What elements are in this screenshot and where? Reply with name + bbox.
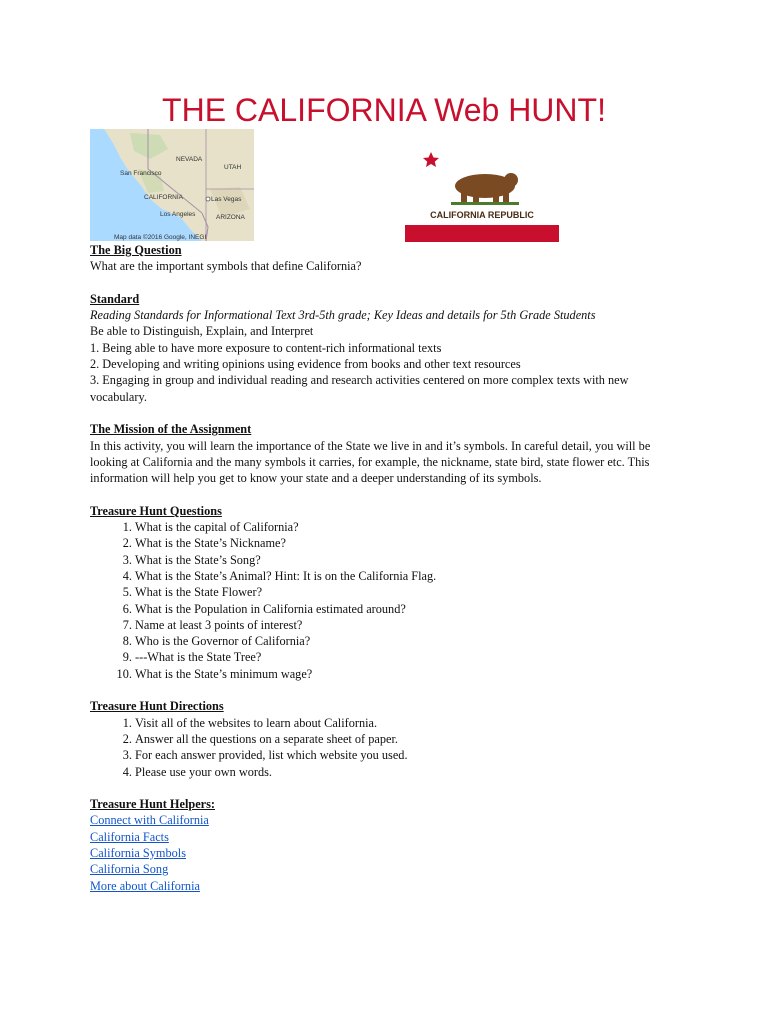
map-label: ARIZONA — [216, 214, 245, 221]
map-label: Los Angeles — [160, 211, 196, 218]
link-more-about-california[interactable]: More about California — [90, 878, 200, 893]
standard-line: 2. Developing and writing opinions using evidence from books and other text resources — [90, 357, 521, 372]
list-item: 6. What is the Population in California estimated around? — [135, 601, 680, 617]
map-label: San Francisco — [120, 170, 162, 177]
list-item: 1. What is the capital of California? — [135, 519, 680, 535]
standard-heading: Standard — [90, 291, 140, 306]
california-flag-image — [405, 146, 559, 242]
questions-list — [90, 519, 680, 682]
list-item: 1. Visit all of the websites to learn about California. — [135, 715, 680, 731]
map-label: UTAH — [224, 164, 242, 171]
flag-text: CALIFORNIA REPUBLIC — [430, 210, 534, 220]
list-item: 8. Who is the Governor of California? — [135, 633, 680, 649]
directions-list — [90, 715, 680, 780]
list-item: 3. For each answer provided, list which website you used. — [135, 747, 680, 763]
california-map-image — [90, 129, 254, 241]
map-label: NEVADA — [176, 156, 203, 163]
standard-line: 1. Being able to have more exposure to content-rich informational texts — [90, 340, 442, 355]
list-item: 5. What is the State Flower? — [135, 584, 680, 600]
list-item: 7. Name at least 3 points of interest? — [135, 617, 680, 633]
mission-text: In this activity, you will learn the importance of the State we live in and it’s symbols. In careful detail, you will be looking at California and the many symbols it carries, for example, the nickname, state bird, state flower etc. This information will help you get to know your state and a deeper understanding of its symbols. — [90, 438, 651, 486]
list-item: 2. Answer all the questions on a separate sheet of paper. — [135, 731, 680, 747]
page-title: THE CALIFORNIA Web HUNT! — [162, 92, 606, 128]
bear-icon — [455, 173, 518, 202]
map-label: Las Vegas — [211, 196, 242, 203]
standard-line: 3. Engaging in group and individual reading and research activities centered on more complex texts with new vocabulary. — [90, 373, 629, 404]
list-item: 4. Please use your own words. — [135, 764, 680, 780]
link-connect-with-california[interactable]: Connect with California — [90, 813, 209, 828]
standard-line: Be able to Distinguish, Explain, and Interpret — [90, 324, 314, 339]
list-item: 2. What is the State’s Nickname? — [135, 535, 680, 551]
map-label: CALIFORNIA — [144, 194, 184, 201]
big-question-heading: The Big Question — [90, 243, 182, 257]
big-question-text: What are the important symbols that define California? — [90, 259, 362, 274]
link-california-symbols[interactable]: California Symbols — [90, 845, 186, 860]
list-item: 4. What is the State’s Animal? Hint: It is on the California Flag. — [135, 568, 680, 584]
helpers-heading: Treasure Hunt Helpers: — [90, 797, 216, 812]
map-credit: Map data ©2016 Google, INEGI — [114, 234, 207, 241]
mission-heading: The Mission of the Assignment — [90, 422, 252, 437]
document-body — [90, 242, 680, 894]
link-california-song[interactable]: California Song — [90, 862, 169, 877]
list-item: 10. What is the State’s minimum wage? — [135, 666, 680, 682]
directions-heading: Treasure Hunt Directions — [90, 699, 224, 714]
questions-heading: Treasure Hunt Questions — [90, 503, 222, 518]
list-item: 9. ---What is the State Tree? — [135, 649, 680, 665]
link-california-facts[interactable]: California Facts — [90, 829, 169, 844]
list-item: 3. What is the State’s Song? — [135, 552, 680, 568]
standard-italic-text: Reading Standards for Informational Text 3rd-5th grade; Key Ideas and details for 5th Grade Students — [90, 308, 596, 323]
